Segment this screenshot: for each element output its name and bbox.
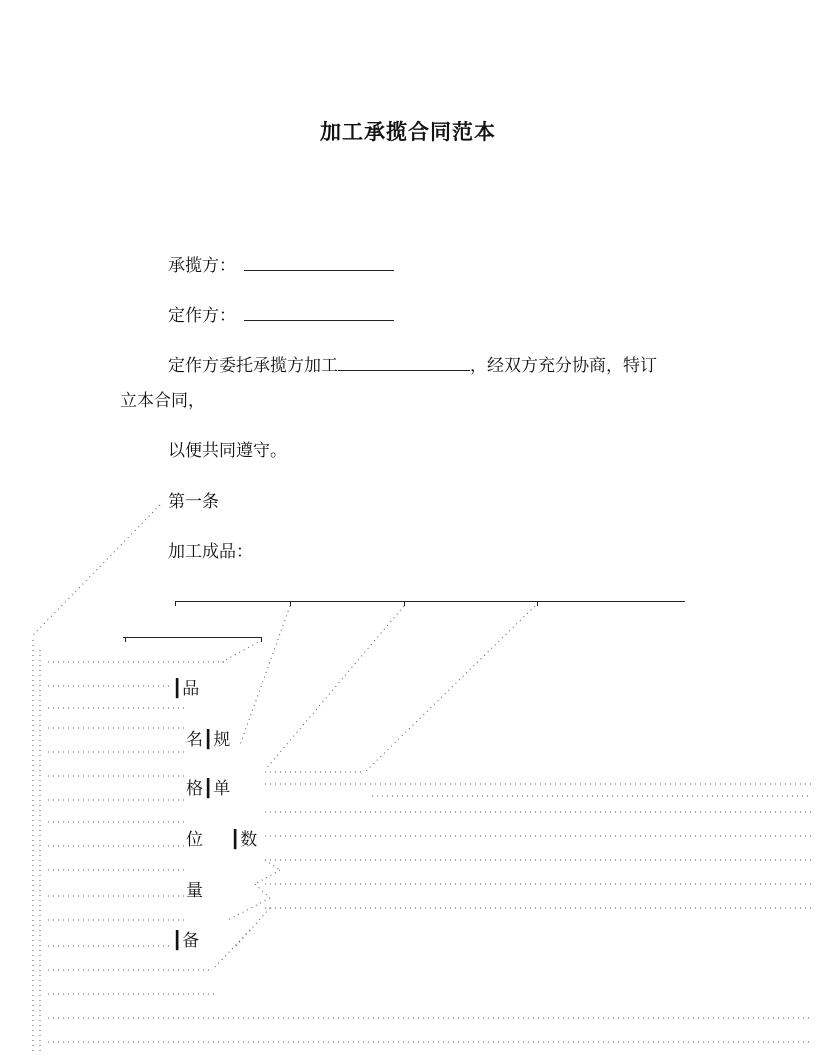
article-1-heading: 加工成品： [168, 542, 253, 562]
table-cell-spec: 名┃规 [186, 730, 231, 750]
paragraph-1-end: ，经双方充分协商，特订 [470, 356, 657, 376]
orderer-label: 定作方： [168, 306, 236, 326]
document-title: 加工承揽合同范本 [320, 120, 496, 144]
paragraph-1-continued: 立本合同， [120, 391, 205, 411]
paragraph-2: 以便共同遵守。 [168, 441, 287, 461]
paragraph-1-start: 定作方委托承揽方加工 [168, 356, 338, 376]
table-cell-quantity: ┃数 [230, 830, 258, 850]
article-1-label: 第一条 [168, 492, 219, 512]
table-cell-product: ┃品 [172, 679, 200, 699]
paragraph-1 [168, 354, 657, 377]
table-cell-remarks: ┃备 [172, 931, 200, 951]
table-cell-quantity-2: 量 [186, 881, 203, 901]
contractor-label: 承揽方： [168, 256, 236, 276]
orderer-blank [244, 304, 394, 321]
product-blank [338, 354, 470, 371]
contractor-blank [244, 254, 394, 271]
orderer-line [168, 304, 394, 327]
contractor-line [168, 254, 394, 277]
table-cell-unit-2: 位 [186, 830, 203, 850]
table-cell-unit: 格┃单 [186, 779, 231, 799]
